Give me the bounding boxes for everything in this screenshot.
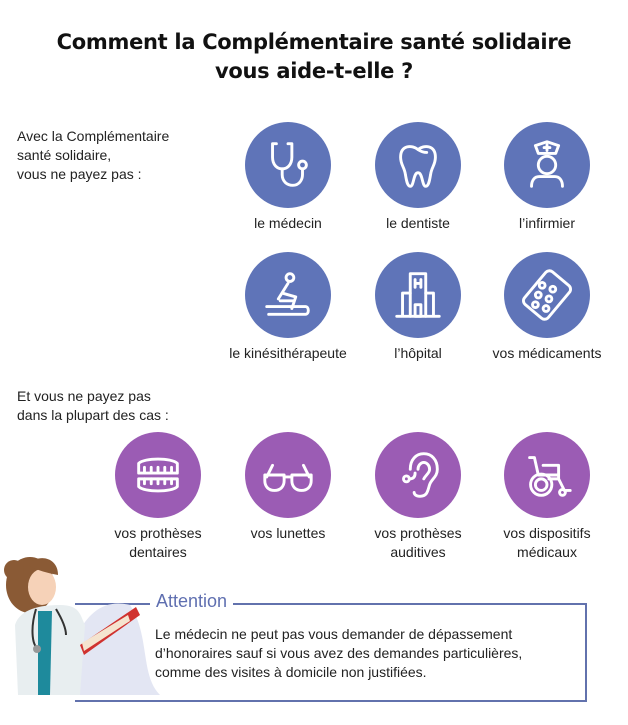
stethoscope-icon bbox=[245, 122, 331, 208]
label-kinesitherapeute: le kinésithérapeute bbox=[229, 345, 347, 361]
label-lunettes: vos lunettes bbox=[250, 525, 326, 541]
label-protheses-auditives: vos prothèses auditives bbox=[374, 525, 462, 560]
nurse-icon bbox=[504, 122, 590, 208]
label-dispositifs-medicaux: vos dispositifs médicaux bbox=[503, 525, 591, 560]
glasses-icon bbox=[245, 432, 331, 518]
attention-message: Le médecin ne peut pas vous demander de dépassement d’honoraires sauf si vous avez des demandes particulières, comme des visites à domicile non justifiées. bbox=[155, 626, 523, 680]
attention-heading: Attention bbox=[150, 591, 233, 612]
wheelchair-icon bbox=[504, 432, 590, 518]
dentures-icon bbox=[115, 432, 201, 518]
label-protheses-dentaires: vos prothèses dentaires bbox=[114, 525, 202, 560]
physiotherapy-icon bbox=[245, 252, 331, 338]
pills-icon bbox=[504, 252, 590, 338]
intro-free: Avec la Complémentaire santé solidaire, vous ne payez pas : bbox=[17, 128, 170, 182]
intro-mostly-free: Et vous ne payez pas dans la plupart des cas : bbox=[17, 388, 169, 423]
label-infirmier: l’infirmier bbox=[519, 215, 575, 231]
label-hopital: l’hôpital bbox=[394, 345, 442, 361]
doctor-illustration-icon bbox=[0, 545, 160, 705]
hearing-aid-icon bbox=[375, 432, 461, 518]
label-medecin: le médecin bbox=[254, 215, 322, 231]
label-medicaments: vos médicaments bbox=[492, 345, 602, 361]
hospital-icon bbox=[375, 252, 461, 338]
tooth-icon bbox=[375, 122, 461, 208]
label-dentiste: le dentiste bbox=[386, 215, 450, 231]
page-title: Comment la Complémentaire santé solidaire vous aide-t-elle ? bbox=[56, 30, 572, 83]
